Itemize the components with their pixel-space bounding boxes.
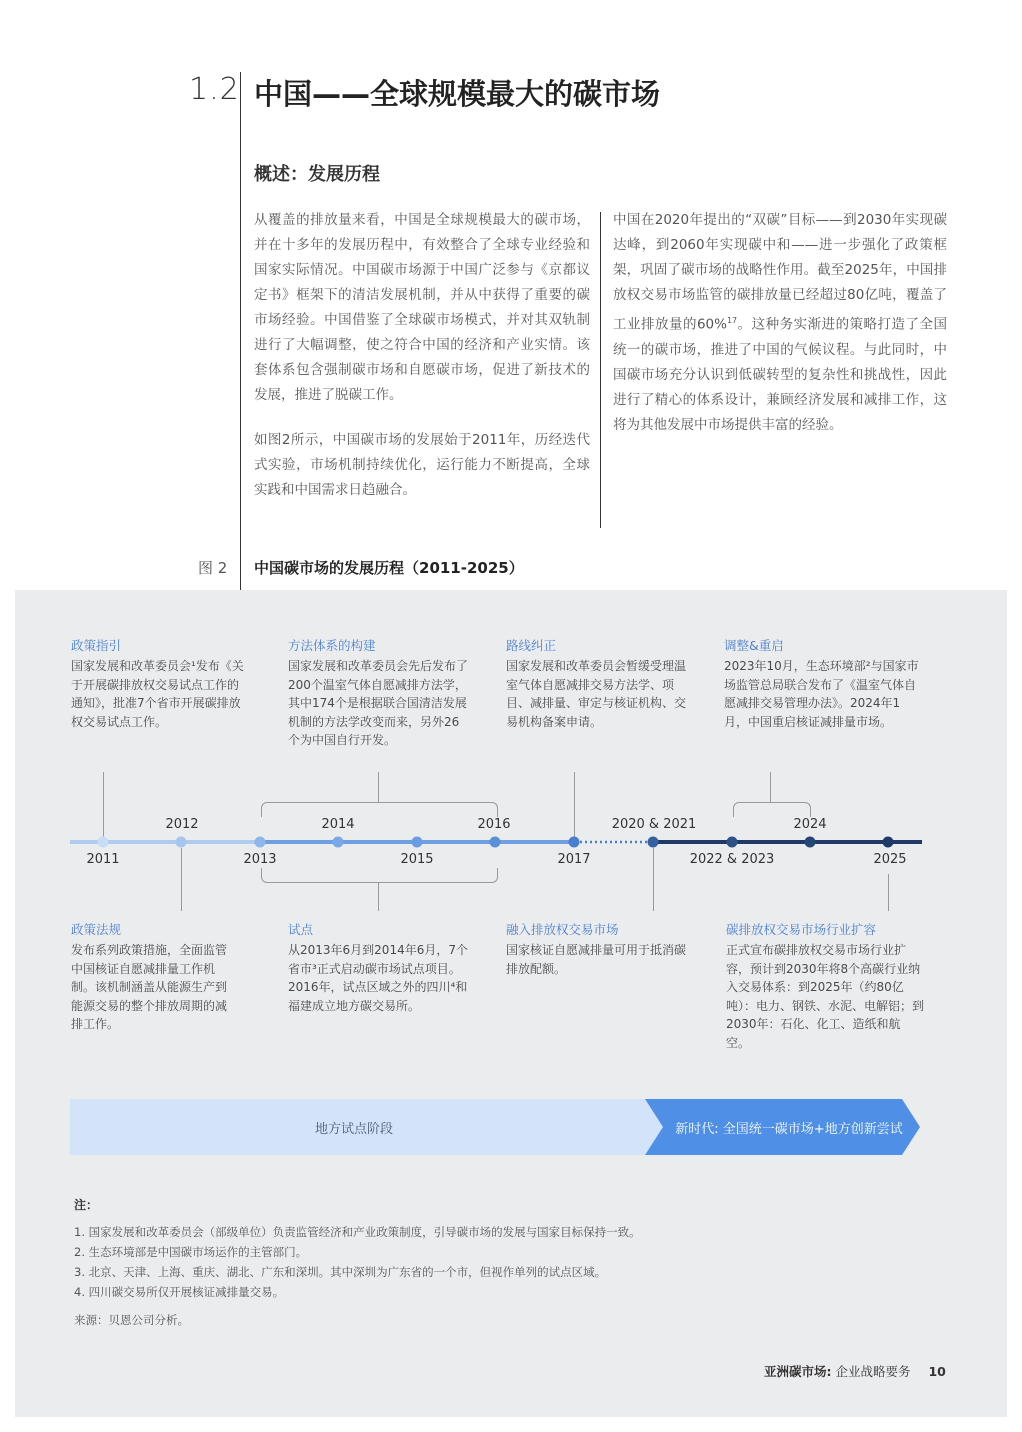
figure-number: 图 2 bbox=[198, 559, 228, 577]
note-item: 3. 北京、天津、上海、重庆、湖北、广东和深圳。其中深圳为广东省的一个市，但视作单列的试点区域。 bbox=[74, 1265, 607, 1279]
year-label-2017: 2017 bbox=[557, 852, 591, 867]
year-label-2011: 2011 bbox=[86, 852, 120, 867]
timeline-dot-2011 bbox=[98, 837, 109, 848]
header-vertical-rule bbox=[240, 72, 241, 590]
page-footer bbox=[764, 1362, 946, 1380]
right-paragraph-text-b: 。这种务实渐进的策略打造了全国统一的碳市场，推进了中国的气候议程。与此同时，中国碳市场充分认识到低碳转型的复杂性和挑战性，因此进行了精心的体系设计，兼顾经济发展和减排工作，这将为其他发展中市场提供丰富的经验。 bbox=[613, 316, 947, 433]
right-paragraph-text-a: 中国在2020年提出的“双碳”目标——到2030年实现碳达峰，到2060年实现碳中和——进一步强化了政策框架，巩固了碳市场的战略性作用。截至2025年，中国排放权交易市场监管的碳排放量已经超过80亿吨，覆盖了工业排放量的60% bbox=[613, 212, 947, 333]
source-note: 来源：贝恩公司分析。 bbox=[74, 1313, 189, 1327]
section-number: 1.2 bbox=[189, 72, 240, 107]
phase-local-label: 地方试点阶段 bbox=[314, 1122, 393, 1137]
event-bottom-2012 bbox=[71, 920, 237, 1034]
event-text: 国家核证自愿减排量可用于抵消碳排放配额。 bbox=[506, 943, 687, 976]
year-label-2015: 2015 bbox=[400, 852, 434, 867]
year-label-2024: 2024 bbox=[793, 817, 827, 832]
connector-line bbox=[770, 772, 771, 802]
timeline-dot-2017 bbox=[569, 837, 580, 848]
figure-title: 中国碳市场的发展历程（2011-2025） bbox=[254, 559, 524, 577]
left-column bbox=[254, 208, 590, 523]
note-item: 2. 生态环境部是中国碳市场运作的主管部门。 bbox=[74, 1245, 308, 1259]
footer-title: 亚洲碳市场: bbox=[764, 1364, 832, 1379]
event-heading: 试点 bbox=[288, 922, 314, 937]
event-heading: 碳排放权交易市场行业扩容 bbox=[726, 922, 877, 937]
subsection-title: 概述：发展历程 bbox=[254, 164, 380, 185]
connector-line bbox=[653, 848, 654, 911]
year-label-2013: 2013 bbox=[243, 852, 277, 867]
section-title: 中国——全球规模最大的碳市场 bbox=[254, 77, 661, 111]
year-label-2025: 2025 bbox=[873, 852, 907, 867]
timeline-dot-2025 bbox=[883, 837, 894, 848]
event-bottom-2025 bbox=[726, 920, 924, 1052]
timeline-dot-2015 bbox=[412, 837, 423, 848]
bracket-bottom-2013-2016 bbox=[261, 868, 498, 883]
event-heading: 政策指引 bbox=[71, 638, 122, 653]
column-divider bbox=[600, 212, 601, 528]
event-top-2017 bbox=[506, 636, 686, 731]
timeline-dot-2024 bbox=[805, 837, 816, 848]
event-top-2023-2024 bbox=[724, 636, 924, 731]
event-text: 国家发展和改革委员会暂缓受理温室气体自愿减排交易方法学、项目、减排量、审定与核证机构、交易机构备案申请。 bbox=[506, 659, 687, 729]
footer-subtitle: 企业战略要务 bbox=[835, 1364, 911, 1379]
event-heading: 政策法规 bbox=[71, 922, 122, 937]
timeline-dot-2014 bbox=[333, 837, 344, 848]
timeline-dot-2022-2023 bbox=[727, 837, 738, 848]
event-text: 国家发展和改革委员会¹发布《关于开展碳排放权交易试点工作的通知》，批准7个省市开展碳排放权交易试点工作。 bbox=[71, 659, 244, 729]
year-label-2020-2021: 2020 & 2021 bbox=[611, 817, 697, 832]
bracket-top-2013-2016 bbox=[261, 802, 498, 817]
bracket-top-2023-2024 bbox=[733, 802, 811, 817]
year-label-2016: 2016 bbox=[477, 817, 511, 832]
phase-new-era-label: 新时代: 全国统一碳市场+地方创新尝试 bbox=[675, 1122, 903, 1137]
left-paragraph-1: 从覆盖的排放量来看，中国是全球规模最大的碳市场，并在十多年的发展历程中，有效整合了全球专业经验和国家实际情况。中国碳市场源于中国广泛参与《京都议定书》框架下的清洁发展机制，并从中获得了重要的碳市场经验。中国借鉴了全球碳市场模式，并对其双轨制进行了大幅调整，使之符合中国的经济和产业实情。该套体系包含强制碳市场和自愿碳市场，促进了新技术的发展，推进了脱碳工作。 bbox=[254, 212, 590, 403]
event-heading: 融入排放权交易市场 bbox=[506, 922, 619, 937]
year-label-2022-2023: 2022 & 2023 bbox=[689, 852, 775, 867]
page-number: 10 bbox=[928, 1364, 946, 1379]
connector-line bbox=[378, 883, 379, 911]
timeline bbox=[60, 825, 940, 875]
event-heading: 调整&重启 bbox=[724, 638, 784, 653]
year-label-2014: 2014 bbox=[321, 817, 355, 832]
event-bottom-2020-2021 bbox=[506, 920, 686, 978]
timeline-dot-2013 bbox=[255, 837, 266, 848]
event-text: 2023年10月，生态环境部²与国家市场监管总局联合发布了《温室气体自愿减排交易管理办法》。2024年1月，中国重启核证减排量市场。 bbox=[724, 659, 919, 729]
right-paragraph-1 bbox=[613, 208, 947, 438]
timeline-dot-2016 bbox=[490, 837, 501, 848]
event-top-2014-2016 bbox=[288, 636, 468, 750]
right-column bbox=[613, 208, 947, 458]
note-item: 4. 四川碳交易所仅开展核证减排量交易。 bbox=[74, 1285, 285, 1299]
event-text: 发布系列政策措施，全面监管中国核证自愿减排量工作机制。该机制涵盖从能源生产到能源交易的整个排放周期的减排工作。 bbox=[71, 943, 228, 1031]
timeline-dot-2020-2021 bbox=[648, 837, 659, 848]
event-text: 从2013年6月到2014年6月，7个省市³正式启动碳市场试点项目。2016年，试点区域之外的四川⁴和福建成立地方碳交易所。 bbox=[288, 943, 468, 1013]
note-item: 1. 国家发展和改革委员会（部级单位）负责监管经济和产业政策制度，引导碳市场的发展与国家目标保持一致。 bbox=[74, 1225, 641, 1239]
event-heading: 路线纠正 bbox=[506, 638, 557, 653]
connector-line bbox=[181, 848, 182, 911]
event-text: 正式宣布碳排放权交易市场行业扩容，预计到2030年将8个高碳行业纳入交易体系：到2025年（约80亿吨）：电力、钢铁、水泥、电解铝；到2030年：石化、化工、造纸和航空。 bbox=[726, 943, 925, 1050]
connector-line bbox=[888, 874, 889, 911]
year-label-2012: 2012 bbox=[165, 817, 199, 832]
notes-heading: 注： bbox=[74, 1198, 99, 1212]
event-heading: 方法体系的构建 bbox=[288, 638, 376, 653]
connector-line bbox=[378, 772, 379, 802]
event-text: 国家发展和改革委员会先后发布了200个温室气体自愿减排方法学，其中174个是根据联合国清洁发展机制的方法学改变而来，另外26个为中国自行开发。 bbox=[288, 659, 469, 747]
timeline-dot-2012 bbox=[176, 837, 187, 848]
event-top-2011 bbox=[71, 636, 247, 731]
footnote-ref-17: 17 bbox=[726, 316, 738, 325]
left-paragraph-2: 如图2所示，中国碳市场的发展始于2011年，历经迭代式实验，市场机制持续优化，运行能力不断提高，全球实践和中国需求日趋融合。 bbox=[254, 432, 590, 498]
event-bottom-2013-2016 bbox=[288, 920, 474, 1015]
